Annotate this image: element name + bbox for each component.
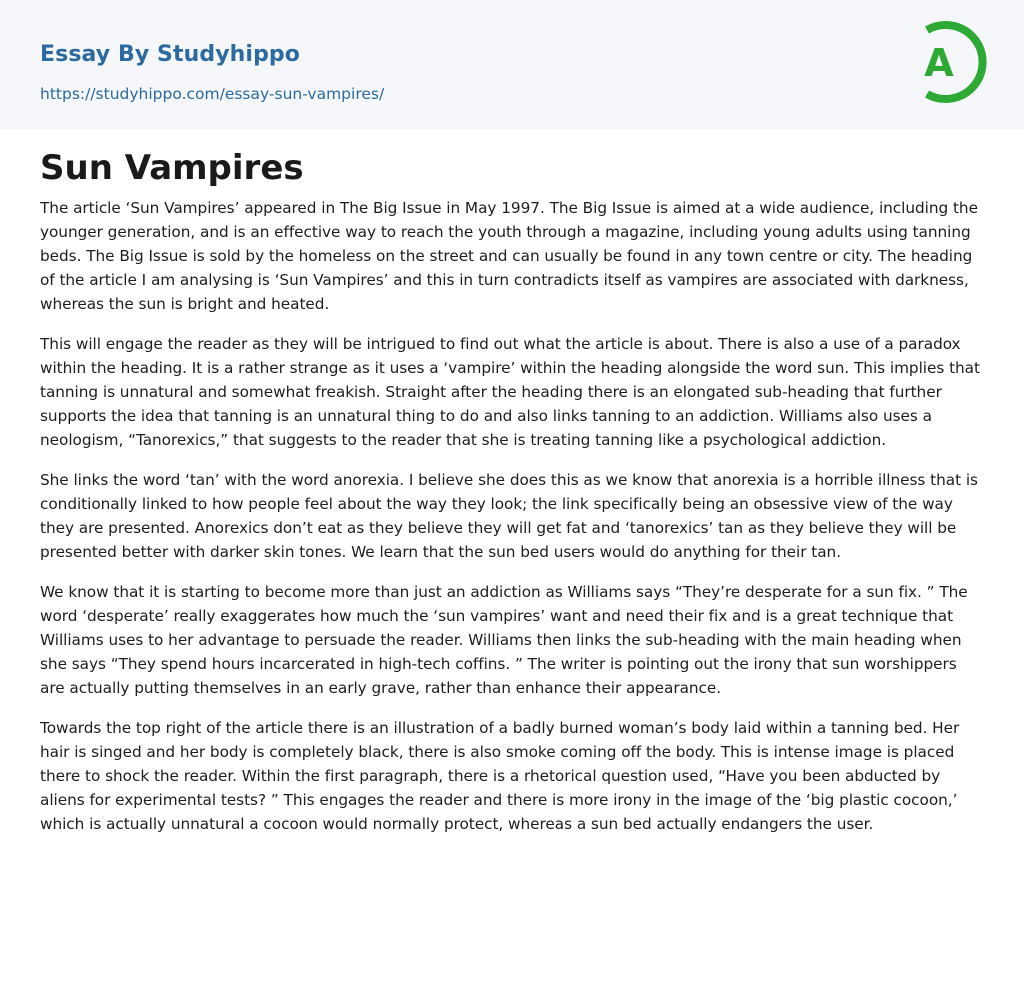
article bbox=[40, 146, 986, 852]
page-title: Sun Vampires bbox=[40, 148, 304, 188]
essay-url-link[interactable]: https://studyhippo.com/essay-sun-vampires/ bbox=[40, 85, 385, 103]
paragraph: She links the word ‘tan’ with the word anorexia. I believe she does this as we know that anorexia is a horrible illness that is conditionally linked to how people feel about the way they look; the link specifically being an obsessive view of the way they are presented. Anorexics don’t eat as they believe they will get fat and ‘tanorexics’ tan as they believe they will be presented better with darker skin tones. We learn that the sun bed users would do anything for their tan. bbox=[40, 471, 978, 561]
paragraph: Towards the top right of the article there is an illustration of a badly burned woman’s body laid within a tanning bed. Her hair is singed and her body is completely black, there is also smoke coming off the body. This is intense image is placed there to shock the reader. Within the first paragraph, there is a rhetorical question used, “Have you been abducted by aliens for experimental tests? ” This engages the reader and there is more irony in the image of the ‘big plastic cocoon,’ which is actually unnatural a cocoon would normally protect, whereas a sun bed actually endangers the user. bbox=[40, 719, 960, 833]
paragraph: We know that it is starting to become more than just an addiction as Williams says “They’re desperate for a sun fix. ” The word ‘desperate’ really exaggerates how much the ‘sun vampires’ want and need their fix and is a great technique that Williams uses to her advantage to persuade the reader. Williams then links the sub-heading with the main heading when she says “They spend hours incarcerated in high-tech coffins. ” The writer is pointing out the irony that sun worshippers are actually putting themselves in an early grave, rather than enhance their appearance. bbox=[40, 583, 968, 697]
brand-title[interactable]: Essay By Studyhippo bbox=[40, 42, 300, 67]
logo-letter: A bbox=[924, 41, 954, 85]
studyhippo-logo[interactable] bbox=[908, 18, 988, 106]
site-header bbox=[0, 0, 1024, 129]
paragraph: The article ‘Sun Vampires’ appeared in The Big Issue in May 1997. The Big Issue is aimed at a wide audience, including the younger generation, and is an effective way to reach the youth through a magazine, including young adults using tanning beds. The Big Issue is sold by the homeless on the street and can usually be found in any town centre or city. The heading of the article I am analysing is ‘Sun Vampires’ and this in turn contradicts itself as vampires are associated with darkness, whereas the sun is bright and heated. bbox=[40, 199, 978, 313]
paragraph: This will engage the reader as they will be intrigued to find out what the article is about. There is also a use of a paradox within the heading. It is a rather strange as it uses a ‘vampire’ within the heading alongside the word sun. This implies that tanning is unnatural and somewhat freakish. Straight after the heading there is an elongated sub-heading that further supports the idea that tanning is an unnatural thing to do and also links tanning to an addiction. Williams also uses a neologism, “Tanorexics,” that suggests to the reader that she is treating tanning like a psychological addiction. bbox=[40, 335, 980, 449]
logo-circle-icon bbox=[908, 18, 988, 106]
